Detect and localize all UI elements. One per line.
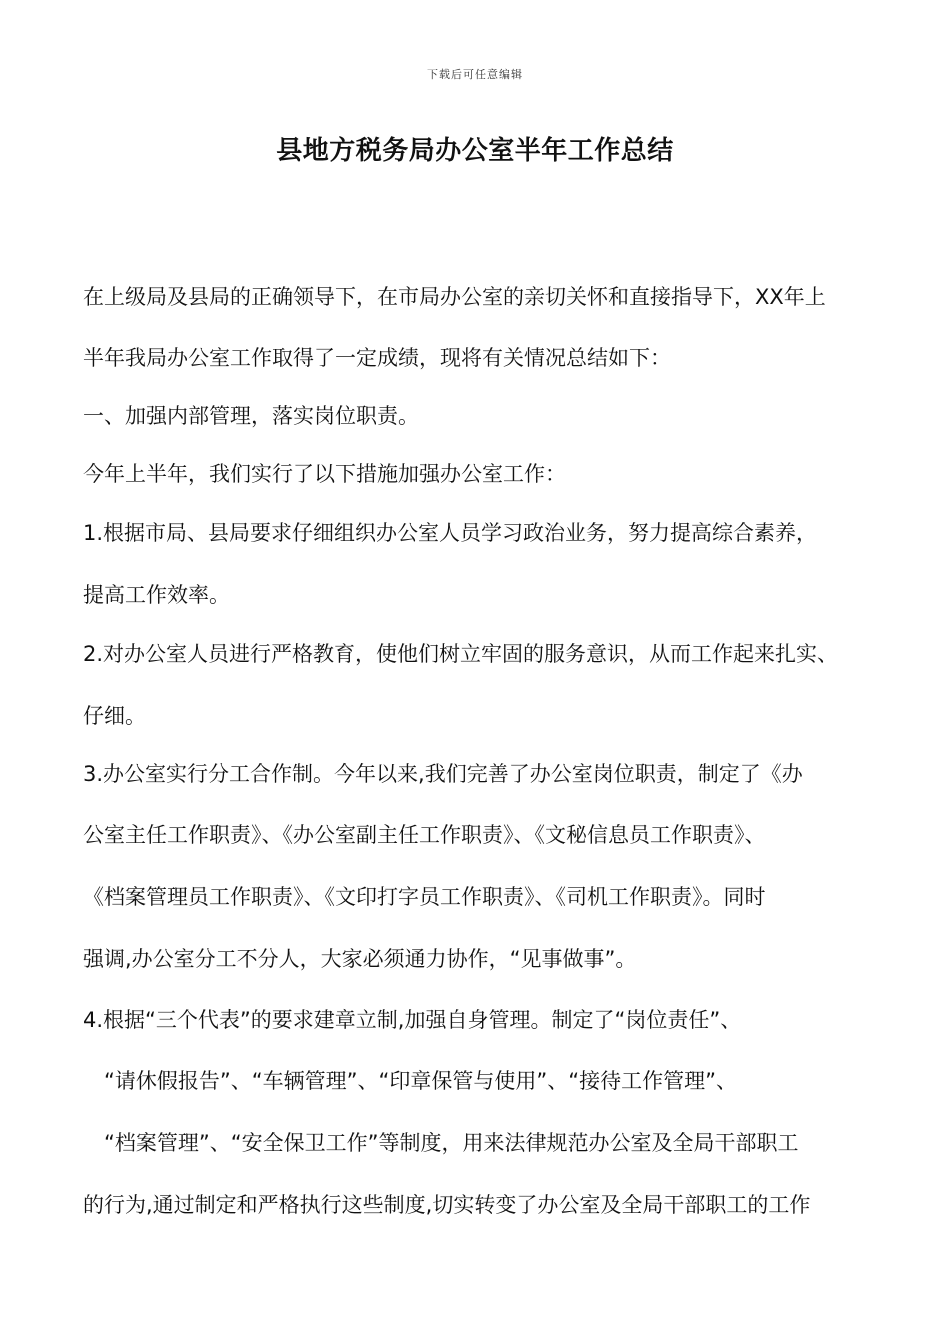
paragraph-line: 半年我局办公室工作取得了一定成绩，现将有关情况总结如下： — [83, 346, 671, 370]
header-note: 下载后可任意编辑 — [427, 68, 523, 81]
paragraph-line: 4.根据“三个代表”的要求建章立制,加强自身管理。制定了“岗位责任”、 — [83, 1008, 742, 1032]
paragraph-line: 1.根据市局、县局要求仔细组织办公室人员学习政治业务，努力提高综合素养， — [83, 521, 818, 545]
paragraph-line: 3.办公室实行分工合作制。今年以来,我们完善了办公室岗位职责，制定了《办 — [83, 762, 803, 786]
paragraph-line: “请休假报告”、“车辆管理”、“印章保管与使用”、“接待工作管理”、 — [104, 1069, 738, 1093]
paragraph-line: 今年上半年，我们实行了以下措施加强办公室工作： — [83, 462, 566, 486]
section-heading: 一、加强内部管理，落实岗位职责。 — [83, 404, 419, 428]
paragraph-line: 公室主任工作职责》、《办公室副主任工作职责》、《文秘信息员工作职责》、 — [83, 823, 766, 847]
paragraph-line: 强调,办公室分工不分人，大家必须通力协作，“见事做事”。 — [83, 947, 637, 971]
paragraph-line: 的行为,通过制定和严格执行这些制度,切实转变了办公室及全局干部职工的工作 — [83, 1193, 811, 1217]
paragraph-line: 《档案管理员工作职责》、《文印打字员工作职责》、《司机工作职责》。同时 — [83, 885, 766, 909]
document-title: 县地方税务局办公室半年工作总结 — [276, 136, 674, 166]
paragraph-line: “档案管理”、“安全保卫工作”等制度，用来法律规范办公室及全局干部职工 — [104, 1131, 799, 1155]
paragraph-line: 仔细。 — [83, 704, 146, 728]
paragraph-line: 2.对办公室人员进行严格教育，使他们树立牢固的服务意识，从而工作起来扎实、 — [83, 642, 839, 666]
paragraph-line: 在上级局及县局的正确领导下，在市局办公室的亲切关怀和直接指导下，XX年上 — [83, 285, 826, 309]
paragraph-line: 提高工作效率。 — [83, 583, 230, 607]
